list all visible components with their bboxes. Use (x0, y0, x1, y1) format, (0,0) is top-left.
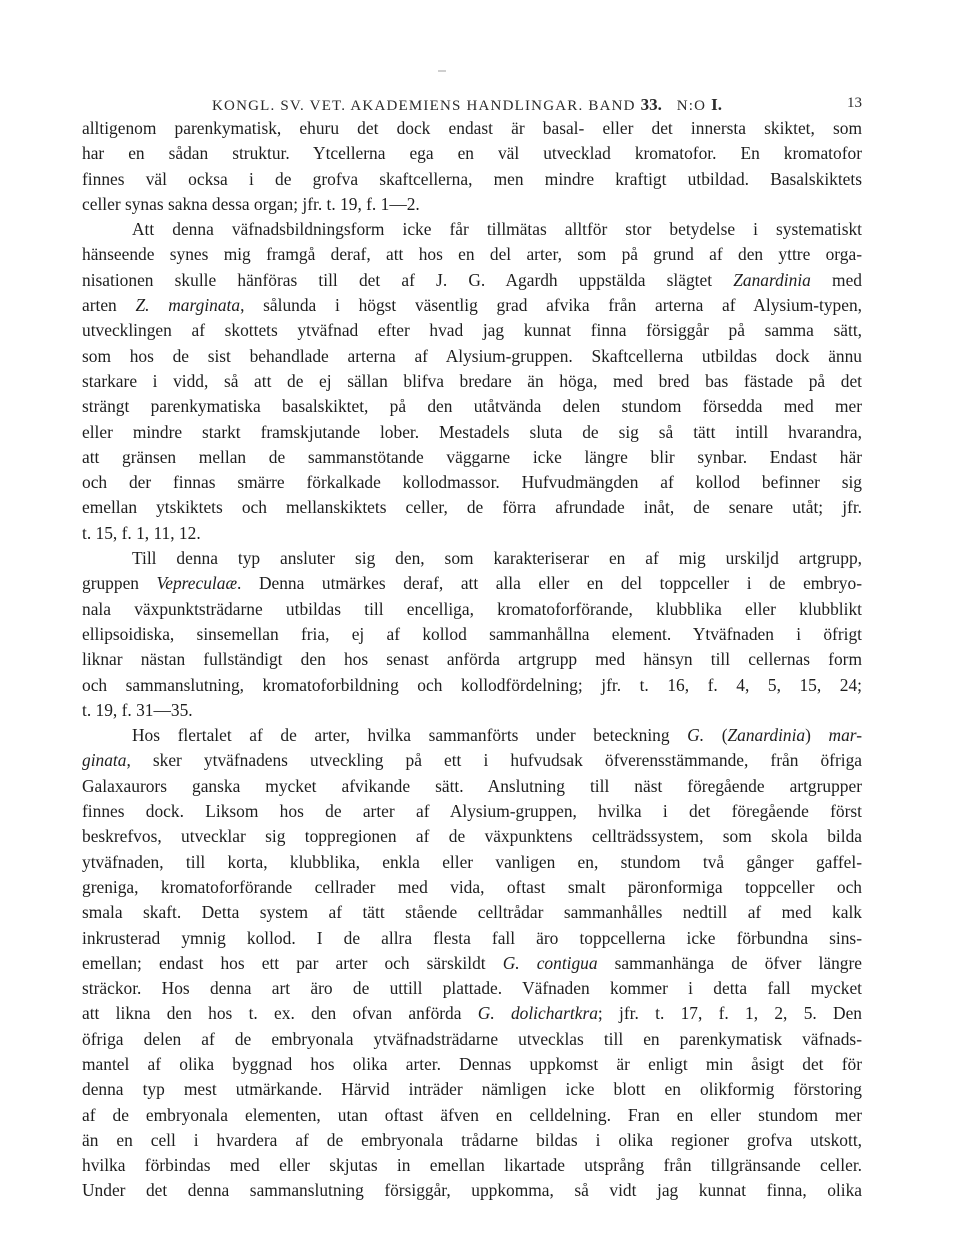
text-line: ytväfnaden, till korta, klubblika, enkla eller vanligen en, stundom två gånger gaffel- (82, 851, 862, 872)
text-line: strängt parenkymatiska basalskiktet, på den utåtvända delen stundom försedda med mer (82, 396, 862, 417)
text-line: och der finnas smärre förkalkade kollodmassor. Hufvudmängden af kollod befinner sig (82, 472, 862, 493)
text-line: smala skaft. Detta system af tätt stående celltrådar sammanhålles nedtill af med kalk (82, 902, 862, 923)
page (82, 0, 862, 1246)
text-line: finnes väl ocksa i de grofva skaftcellerna, men mindre kraftigt utbildad. Basalskiktets (82, 168, 862, 189)
journal-title (212, 95, 722, 115)
text-line: ginata, sker ytväfnadens utveckling på ett i hufvudsak öfverensstämmande, från öfriga (82, 750, 862, 771)
text-line: starkare i vidd, så att de ej sällan blifva bredare än höga, med bred bas fästade på det (82, 370, 862, 391)
text-line: Under det denna sammanslutning försiggår, uppkomma, så vidt jag kunnat finna, olika (82, 1180, 862, 1201)
text-line: t. 15, f. 1, 11, 12. (82, 522, 201, 543)
text-line: gruppen Vepreculaæ. Denna utmärkes deraf, att alla eller en del toppceller i de embryo- (82, 573, 862, 594)
text-line: har en sådan struktur. Ytcellerna ega en väl utvecklad kromatofor. En kromatofor (82, 143, 862, 164)
text-line: att likna den hos t. ex. den ofvan anförda G. dolichartkra; jfr. t. 17, f. 1, 2, 5. Den (82, 1003, 862, 1024)
text-line: Till denna typ ansluter sig den, som karakteriserar en af mig urskiljd artgrupp, (132, 548, 862, 569)
text-line: mantel af olika byggnad hos olika arter. Dennas uppkomst är enligt min åsigt det för (82, 1053, 862, 1074)
body-text (82, 116, 862, 1204)
text-line: liknar nästan fullständigt den hos senast anförda artgrupp med hänsyn till cellernas form (82, 649, 862, 670)
text-line: denna typ mest utmärkande. Härvid inträder nämligen icke blott en olikformig förstoring (82, 1079, 862, 1100)
issue-number: I. (711, 95, 723, 114)
text-line: nisationen skulle hänföras till det af J. G. Agardh uppstälda slägtet Zanardinia med (82, 269, 862, 290)
volume-number: 33. (640, 95, 662, 114)
text-line: alltigenom parenkymatisk, ehuru det dock endast är basal- eller det innersta skiktet, som (82, 118, 862, 138)
text-line: beskrefvos, utvecklar sig toppregionen af de växpunktens cellträdssystem, som skola bilda (82, 826, 862, 847)
journal-name: KONGL. SV. VET. AKADEMIENS HANDLINGAR. BAND (212, 98, 636, 114)
text-line: hvilka förbindas med eller skjutas in emellan likartade utsprång från tillgränsande celler. (82, 1155, 862, 1176)
text-line: emellan; endast hos ett par arter och särskildt G. contigua sammanhänga de öfver längre (82, 952, 862, 973)
text-line: Att denna väfnadsbildningsform icke får tillmätas alltför stor betydelse i systematiskt (132, 219, 862, 240)
text-line: arten Z. marginata, sålunda i högst väsentlig grad afvika från arterna af Alysium-typen, (82, 295, 862, 316)
text-line: af de embryonala elementen, utan oftast äfven en celldelning. Fran en eller stundom mer (82, 1104, 862, 1125)
text-line: hänseende synes mig framgå deraf, att hos en del arter, som på grund af den yttre orga- (82, 244, 862, 265)
text-line: som hos de sist behandlade arterna af Alysium-gruppen. Skaftcellerna utbildas dock ännu (82, 345, 862, 366)
text-line: t. 19, f. 31—35. (82, 699, 193, 720)
text-line: och sammanslutning, kromatoforbildning och kollodfördelning; jfr. t. 16, f. 4, 5, 15, 24; (82, 674, 862, 695)
text-line: finnes dock. Liksom hos de arter af Alysium-gruppen, hvilka i det föregående först (82, 801, 862, 822)
text-line: greniga, kromatoforförande cellrader med vida, oftast smalt päronformiga toppceller och (82, 876, 862, 897)
text-line: Galaxaurors ganska mycket afvikande sätt. Anslutning till näst föregående artgrupper (82, 775, 862, 796)
text-line: emellan ytskiktets och mellanskiktets celler, de förra afrundade inåt, de senare utåt; jfr. (82, 497, 862, 518)
text-line: än en cell i hvardera af de embryonala trådarne bildas i olika regioner grofva utskott, (82, 1129, 862, 1150)
text-line: sträckor. Hos denna art äro de uttill plattade. Väfnaden kommer i detta fall mycket (82, 978, 862, 999)
text-line: ellipsoidiska, sinsemellan fria, ej af kollod sammanhållna element. Ytväfnaden i öfrigt (82, 623, 862, 644)
text-line: nala växpunktsträdarne utbildas till encelliga, kromatoforförande, klubblika eller klubblikt (82, 598, 862, 619)
text-line: utvecklingen af skottets ytväfnad efter hvad jag kunnat finna försiggår på samma sätt, (82, 320, 862, 341)
text-line: celler synas sakna dessa organ; jfr. t. 19, f. 1—2. (82, 193, 420, 214)
page-number: 13 (847, 95, 862, 111)
text-line: Hos flertalet af de arter, hvilka sammanförts under beteckning G. (Zanardinia) mar- (132, 725, 863, 746)
text-line: inkrusterad ymnig kollod. I de allra flesta fall äro toppcellerna icke förbundna sins- (82, 927, 862, 948)
text-line: öfriga delen af de embryonala ytväfnadsträdarne utvecklas till en parenkymatisk väfnads- (82, 1028, 862, 1049)
text-line: eller mindre starkt framskjutande lober. Mestadels sluta de sig så tätt intill hvarandra, (82, 421, 862, 442)
text-line: att gränsen mellan de sammanstötande väggarne icke längre blir synbar. Endast här (82, 446, 862, 467)
issue-label: N:O (676, 98, 707, 114)
